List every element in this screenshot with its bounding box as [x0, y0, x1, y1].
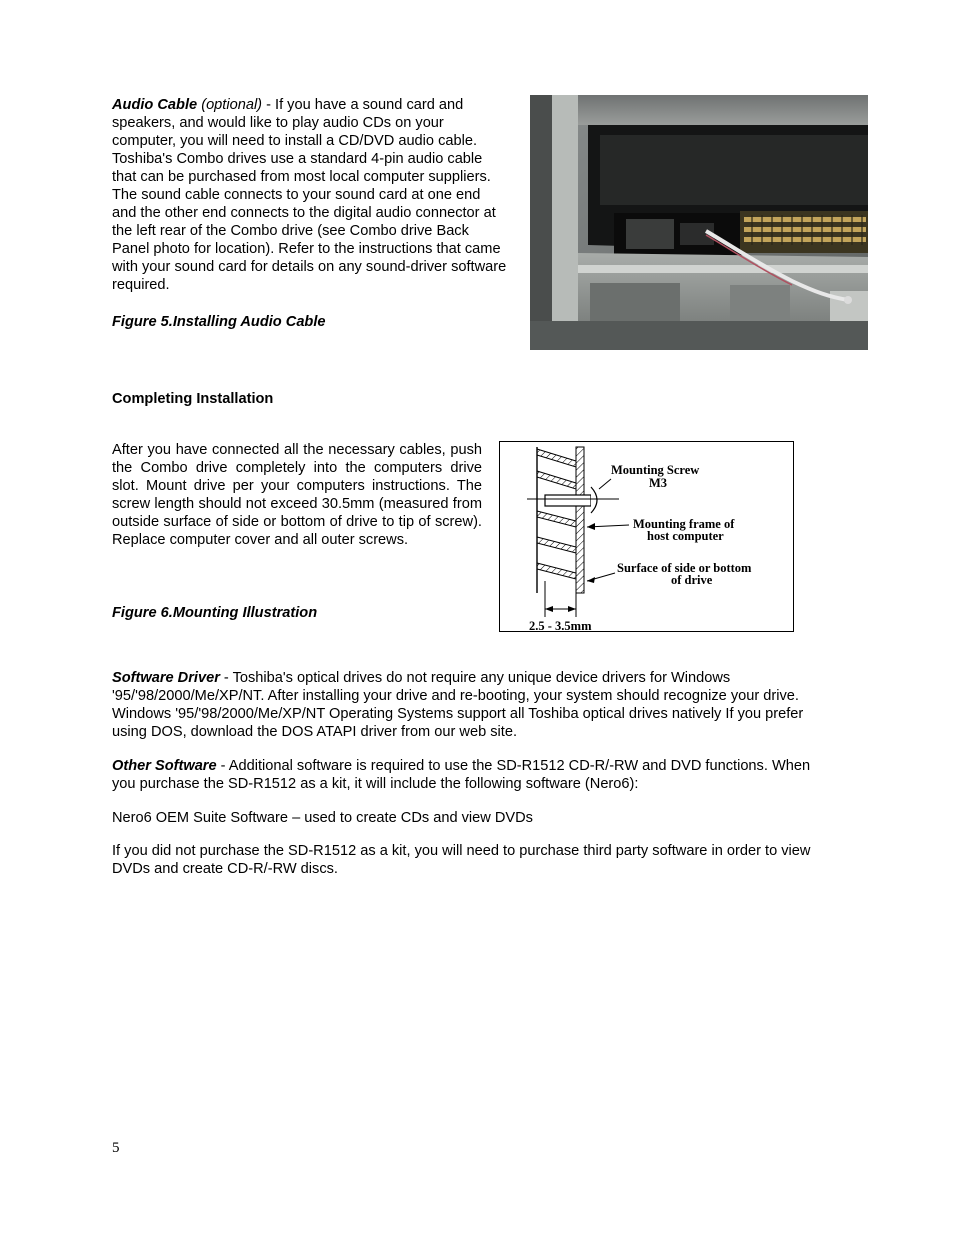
nero-suite-line: Nero6 OEM Suite Software – used to create CDs and view DVDs: [112, 810, 533, 826]
figure-6-caption: Figure 6.Mounting Illustration: [112, 605, 318, 621]
software-driver-heading: Software Driver: [112, 670, 220, 686]
label-mounting-frame: Mounting frame of: [633, 517, 735, 531]
software-driver-paragraph: [112, 669, 832, 741]
audio-cable-heading: Audio Cable: [112, 97, 198, 113]
label-of-drive: of drive: [671, 573, 713, 587]
label-surface: Surface of side or bottom: [617, 561, 752, 575]
label-host-computer: host computer: [647, 529, 724, 543]
label-screw-size: M3: [649, 476, 668, 490]
figure-5-caption: Figure 5.Installing Audio Cable: [112, 314, 326, 330]
mounting-illustration: [499, 441, 794, 632]
software-driver-body: - Toshiba's optical drives do not require any unique device drivers for Windows '95/'98/2000/Me/XP/NT. After installing your drive and re-booting, your system should recognize your drive. Windows '95/'98/2000/Me/XP/NT Operating Systems support all Toshiba optical drives natively If you prefer using DOS, download the DOS ATAPI driver from our web site.: [112, 670, 804, 740]
audio-cable-paragraph: [112, 96, 507, 294]
audio-cable-photo: [530, 95, 868, 350]
other-software-paragraph: [112, 757, 832, 793]
completing-installation-body: After you have connected all the necessary cables, push the Combo drive completely into the computers drive slot. Mount drive per your computers instructions. The screw length should not exceed 30.5mm (measured from outside surface of side or bottom of drive to tip of screw). Replace computer cover and all outer screws.: [112, 442, 482, 548]
other-software-body: - Additional software is required to use the SD-R1512 CD-R/-RW and DVD functions. When you purchase the SD-R1512 as a kit, it will include the following software (Nero6):: [112, 758, 811, 792]
audio-cable-optional: (optional): [201, 97, 263, 113]
mounting-illustration-drawing: [499, 441, 794, 632]
audio-cable-body: - If you have a sound card and speakers, and would like to play audio CDs on your computer, you will need to install a CD/DVD audio cable. Toshiba's Combo drives use a standard 4-pin audio cable that can be purchased from most local computer suppliers. The sound cable connects to your sound card at one end and the other end connects to the digital audio connector at the left rear of the Combo drive (see Combo drive Back Panel photo for location). Refer to the instructions that came with your sound card for details on any sound-driver software required.: [112, 97, 507, 293]
completing-installation-heading: Completing Installation: [112, 391, 274, 407]
label-dimension: 2.5 - 3.5mm: [529, 619, 592, 632]
label-mounting-screw: Mounting Screw: [611, 463, 700, 477]
page-number: 5: [112, 1140, 120, 1156]
other-software-heading: Other Software: [112, 758, 217, 774]
audio-cable-photo-drawing: [530, 95, 868, 350]
mounting-frame: [576, 447, 584, 593]
no-kit-paragraph: If you did not purchase the SD-R1512 as a kit, you will need to purchase third party software in order to view DVDs and create CD-R/-RW discs.: [112, 843, 811, 877]
